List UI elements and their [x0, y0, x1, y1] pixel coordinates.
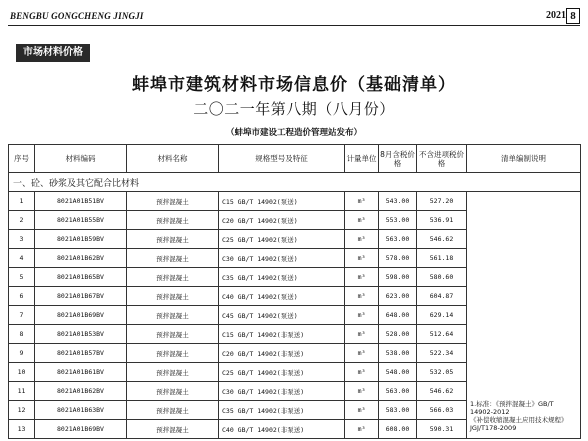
price-incl-tax: 563.00	[379, 382, 417, 401]
unit-cell: m³	[345, 230, 379, 249]
price-incl-tax: 608.00	[379, 420, 417, 439]
material-name: 预拌混凝土	[127, 420, 219, 439]
header-divider	[8, 25, 580, 26]
unit-cell: m³	[345, 192, 379, 211]
spec-cell: C40 GB/T 14902(泵送)	[219, 287, 345, 306]
col-header: 规格型号及特征	[219, 145, 345, 173]
col-header: 材料编码	[35, 145, 127, 173]
material-name: 预拌混凝土	[127, 382, 219, 401]
row-number: 6	[9, 287, 35, 306]
row-number: 4	[9, 249, 35, 268]
material-code: 8021A01B65BV	[35, 268, 127, 287]
material-code: 8021A01B61BV	[35, 363, 127, 382]
price-incl-tax: 528.00	[379, 325, 417, 344]
unit-cell: m³	[345, 287, 379, 306]
row-number: 12	[9, 401, 35, 420]
note-line: 1.标准：《预拌混凝土》GB/T 14902-2012	[470, 400, 554, 416]
col-header: 清单编制说明	[467, 145, 581, 173]
row-number: 3	[9, 230, 35, 249]
material-name: 预拌混凝土	[127, 268, 219, 287]
material-code: 8021A01B63BV	[35, 401, 127, 420]
material-name: 预拌混凝土	[127, 211, 219, 230]
price-incl-tax: 548.00	[379, 363, 417, 382]
row-number: 8	[9, 325, 35, 344]
spec-cell: C30 GB/T 14902(泵送)	[219, 249, 345, 268]
material-name: 预拌混凝土	[127, 192, 219, 211]
material-name: 预拌混凝土	[127, 249, 219, 268]
unit-cell: m³	[345, 211, 379, 230]
unit-cell: m³	[345, 363, 379, 382]
material-name: 预拌混凝土	[127, 306, 219, 325]
material-code: 8021A01B69BV	[35, 306, 127, 325]
unit-cell: m³	[345, 325, 379, 344]
spec-cell: C20 GB/T 14902(非泵送)	[219, 344, 345, 363]
material-name: 预拌混凝土	[127, 230, 219, 249]
price-incl-tax: 578.00	[379, 249, 417, 268]
material-code: 8021A01B69BV	[35, 420, 127, 439]
unit-cell: m³	[345, 382, 379, 401]
spec-cell: C25 GB/T 14902(非泵送)	[219, 363, 345, 382]
material-code: 8021A01B55BV	[35, 211, 127, 230]
price-incl-tax: 583.00	[379, 401, 417, 420]
price-excl-tax: 546.62	[417, 382, 467, 401]
price-excl-tax: 536.91	[417, 211, 467, 230]
spec-cell: C35 GB/T 14902(泵送)	[219, 268, 345, 287]
material-name: 预拌混凝土	[127, 401, 219, 420]
issue-subtitle: 二〇二一年第八期（八月份）	[193, 100, 395, 118]
row-number: 5	[9, 268, 35, 287]
price-incl-tax: 538.00	[379, 344, 417, 363]
spec-cell: C45 GB/T 14902(泵送)	[219, 306, 345, 325]
row-number: 13	[9, 420, 35, 439]
material-name: 预拌混凝土	[127, 287, 219, 306]
col-header: 材料名称	[127, 145, 219, 173]
price-excl-tax: 566.03	[417, 401, 467, 420]
spec-cell: C15 GB/T 14902(非泵送)	[219, 325, 345, 344]
unit-cell: m³	[345, 420, 379, 439]
price-excl-tax: 527.20	[417, 192, 467, 211]
col-header: 计量单位	[345, 145, 379, 173]
row-number: 2	[9, 211, 35, 230]
table-header-row	[9, 145, 581, 173]
price-incl-tax: 623.00	[379, 287, 417, 306]
material-code: 8021A01B62BV	[35, 249, 127, 268]
price-incl-tax: 598.00	[379, 268, 417, 287]
price-excl-tax: 604.87	[417, 287, 467, 306]
row-number: 10	[9, 363, 35, 382]
notes-cell	[467, 192, 581, 439]
material-code: 8021A01B57BV	[35, 344, 127, 363]
spec-cell: C40 GB/T 14902(非泵送)	[219, 420, 345, 439]
material-name: 预拌混凝土	[127, 325, 219, 344]
unit-cell: m³	[345, 401, 379, 420]
price-excl-tax: 580.60	[417, 268, 467, 287]
price-table	[8, 144, 581, 439]
price-incl-tax: 648.00	[379, 306, 417, 325]
price-excl-tax: 532.05	[417, 363, 467, 382]
spec-cell: C20 GB/T 14902(泵送)	[219, 211, 345, 230]
section-tag: 市场材料价格	[16, 44, 90, 62]
material-code: 8021A01B59BV	[35, 230, 127, 249]
col-header: 序号	[9, 145, 35, 173]
unit-cell: m³	[345, 306, 379, 325]
material-name: 预拌混凝土	[127, 363, 219, 382]
price-excl-tax: 629.14	[417, 306, 467, 325]
spec-cell: C25 GB/T 14902(泵送)	[219, 230, 345, 249]
row-number: 9	[9, 344, 35, 363]
journal-name: BENGBU GONGCHENG JINGJI	[10, 11, 144, 21]
publisher-line: （蚌埠市建设工程造价管理站发布）	[225, 128, 362, 138]
price-excl-tax: 590.31	[417, 420, 467, 439]
page-number: 8	[566, 8, 580, 24]
material-code: 8021A01B53BV	[35, 325, 127, 344]
material-code: 8021A01B67BV	[35, 287, 127, 306]
spec-cell: C30 GB/T 14902(非泵送)	[219, 382, 345, 401]
unit-cell: m³	[345, 249, 379, 268]
price-excl-tax: 512.64	[417, 325, 467, 344]
col-header: 8月含税价格	[379, 145, 417, 173]
spec-cell: C15 GB/T 14902(泵送)	[219, 192, 345, 211]
row-number: 7	[9, 306, 35, 325]
category-label: 一、砼、砂浆及其它配合比材料	[9, 173, 581, 192]
price-incl-tax: 563.00	[379, 230, 417, 249]
unit-cell: m³	[345, 344, 379, 363]
material-code: 8021A01B62BV	[35, 382, 127, 401]
unit-cell: m³	[345, 268, 379, 287]
price-excl-tax: 546.62	[417, 230, 467, 249]
price-excl-tax: 522.34	[417, 344, 467, 363]
price-excl-tax: 561.18	[417, 249, 467, 268]
price-incl-tax: 553.00	[379, 211, 417, 230]
material-name: 预拌混凝土	[127, 344, 219, 363]
row-number: 1	[9, 192, 35, 211]
note-line: 《补偿收缩混凝土应用技术规程》JGJ/T178-2009	[470, 416, 568, 432]
material-code: 8021A01B51BV	[35, 192, 127, 211]
table-row	[9, 192, 581, 211]
category-row	[9, 173, 581, 192]
col-header: 不含进项税价格	[417, 145, 467, 173]
issue-year: 2021	[546, 10, 566, 21]
spec-cell: C35 GB/T 14902(非泵送)	[219, 401, 345, 420]
page-title: 蚌埠市建筑材料市场信息价（基础清单）	[132, 75, 456, 95]
price-incl-tax: 543.00	[379, 192, 417, 211]
row-number: 11	[9, 382, 35, 401]
